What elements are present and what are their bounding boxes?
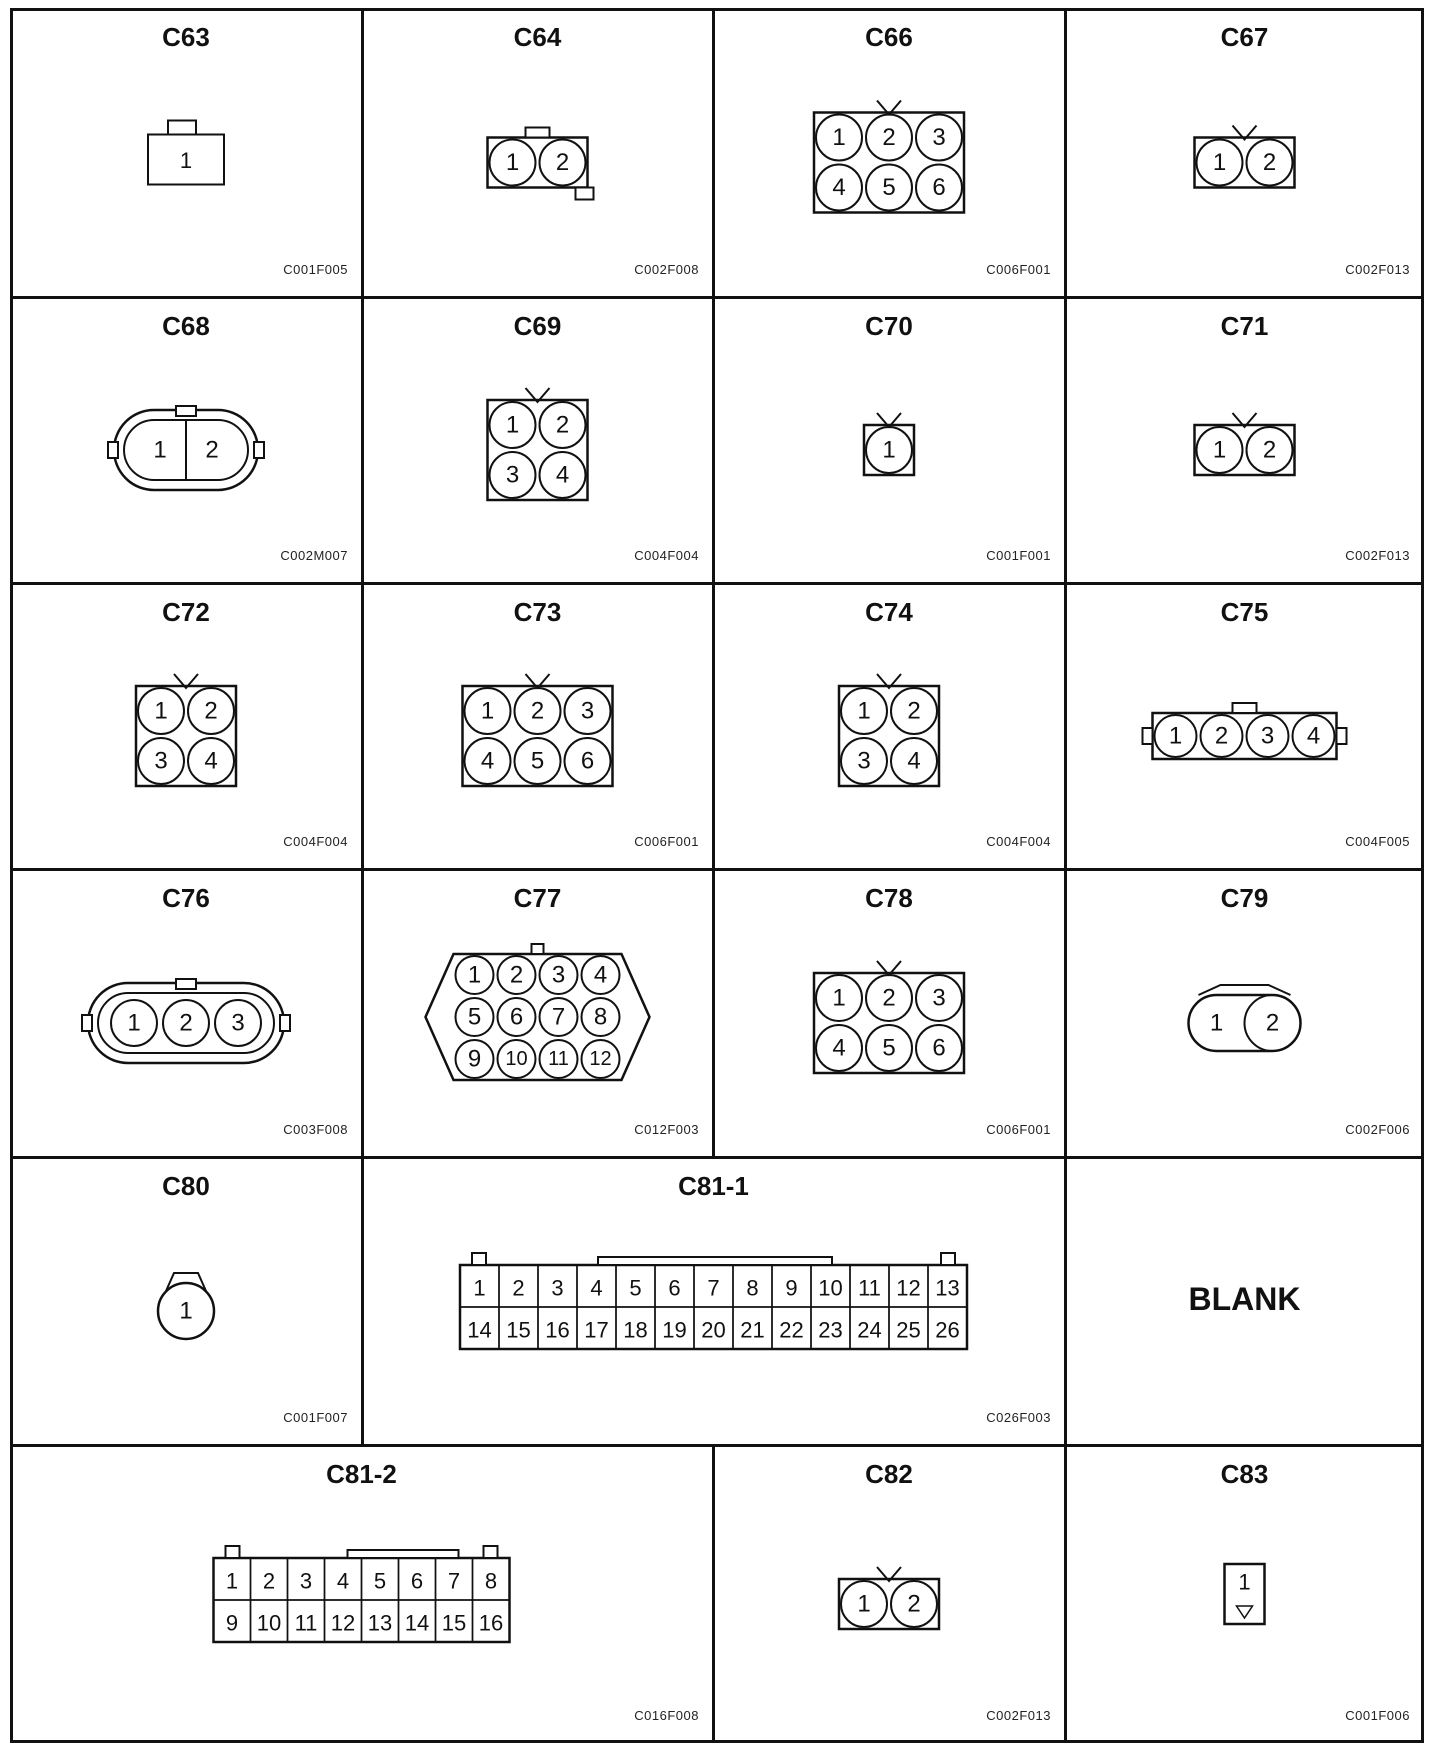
- pin-label: 2: [1262, 436, 1277, 464]
- pin-label: 26: [935, 1317, 960, 1343]
- connector-diagram: [362, 8, 713, 297]
- pin-label: 2: [907, 1590, 921, 1618]
- grid-col-divider: [1064, 869, 1067, 1157]
- pin-label: 1: [153, 436, 167, 464]
- connector-housing: [1195, 138, 1295, 188]
- pin-label: 1: [505, 149, 520, 176]
- pin-label: 4: [832, 174, 846, 201]
- grid-col-divider: [712, 8, 715, 297]
- pin-label: 5: [530, 747, 545, 775]
- figure-code: C001F007: [283, 1410, 348, 1425]
- pin-label: 3: [231, 1009, 245, 1037]
- pin-label: 3: [580, 697, 595, 725]
- figure-code: C001F005: [283, 262, 348, 277]
- pin-label: 1: [473, 1275, 486, 1301]
- connector-housing: [1195, 425, 1295, 475]
- connector-cell-c75: [1065, 583, 1424, 869]
- pin-label: 6: [509, 1003, 524, 1031]
- grid-col-divider: [361, 1157, 364, 1445]
- pin-label: 6: [932, 1034, 946, 1062]
- figure-code: C004F004: [634, 548, 699, 563]
- pin-label: 2: [882, 984, 896, 1012]
- connector-cell-c73: [362, 583, 713, 869]
- connector-title: C75: [1220, 597, 1269, 627]
- figure-code: C002M007: [280, 548, 348, 563]
- connector-title: C82: [865, 1459, 913, 1489]
- grid-col-divider: [712, 583, 715, 869]
- pin-label: 10: [818, 1275, 843, 1301]
- pin-label: 4: [907, 747, 921, 775]
- pin-label: 1: [832, 984, 846, 1012]
- pin-label: 1: [1238, 1569, 1251, 1595]
- pin-label: 2: [205, 436, 219, 464]
- connector-cell-c82: [713, 1445, 1065, 1743]
- pin-label: 2: [204, 697, 218, 725]
- pin-label: 8: [484, 1568, 498, 1594]
- connector-cell-c63: [10, 8, 362, 297]
- figure-code: C012F003: [634, 1122, 699, 1137]
- pin-label: 4: [336, 1568, 350, 1594]
- connector-title: C63: [162, 22, 210, 52]
- connector-diagram: [362, 583, 713, 869]
- grid-col-divider: [1064, 583, 1067, 869]
- pin-label: 9: [785, 1275, 798, 1301]
- connector-title: C70: [865, 311, 913, 341]
- pin-label: 2: [179, 1009, 193, 1037]
- side-tab: [280, 1015, 290, 1031]
- pin-label: 1: [882, 436, 896, 464]
- connector-cell-c64: [362, 8, 713, 297]
- pin-label: 11: [858, 1275, 881, 1301]
- grid-col-divider: [712, 869, 715, 1157]
- connector-title: C76: [162, 883, 210, 913]
- pin-label: 1: [857, 697, 871, 725]
- pin-label: 12: [896, 1275, 921, 1301]
- connector-diagram: [713, 297, 1065, 583]
- figure-code: C002F013: [1345, 548, 1410, 563]
- grid-col-divider: [712, 1445, 715, 1743]
- connector-title: C77: [513, 883, 562, 913]
- grid-col-divider: [1064, 297, 1067, 583]
- pin-label: 16: [545, 1317, 570, 1343]
- pin-label: 14: [404, 1610, 430, 1636]
- pin-label: 13: [367, 1610, 393, 1636]
- latch-tab: [226, 1546, 240, 1558]
- pin-label: 1: [1212, 149, 1227, 176]
- connector-title: C83: [1220, 1459, 1269, 1489]
- connector-diagram: [10, 297, 362, 583]
- figure-code: C002F013: [986, 1708, 1051, 1723]
- side-tab: [1143, 728, 1153, 744]
- pin-label: 1: [832, 124, 846, 151]
- pin-label: 17: [584, 1317, 609, 1343]
- grid-col-divider: [1064, 1445, 1067, 1743]
- pin-label: 10: [505, 1048, 528, 1070]
- connector-diagram: [713, 1445, 1065, 1743]
- pin-label: 6: [668, 1275, 681, 1301]
- pin-label: 2: [555, 149, 570, 176]
- connector-diagram: [362, 1157, 1065, 1445]
- latch-tab: [576, 188, 594, 200]
- connector-title: C81-1: [678, 1171, 749, 1201]
- connector-cell-c83: [1065, 1445, 1424, 1743]
- connector-housing: [839, 1579, 939, 1629]
- pin-label: 2: [1262, 149, 1277, 176]
- connector-diagram: [713, 869, 1065, 1157]
- pin-label: 1: [467, 961, 482, 989]
- latch-tab: [176, 979, 196, 989]
- connector-diagram: [362, 297, 713, 583]
- latch-tab: [1233, 703, 1257, 713]
- connector-cell-c67: [1065, 8, 1424, 297]
- figure-code: C026F003: [986, 1410, 1051, 1425]
- pin-label: 2: [530, 697, 545, 725]
- figure-code: C006F001: [986, 262, 1051, 277]
- connector-title: C74: [865, 597, 913, 627]
- pin-label: 4: [593, 961, 608, 989]
- pin-label: 12: [589, 1048, 612, 1070]
- pin-label: 1: [127, 1009, 141, 1037]
- figure-code: C002F006: [1345, 1122, 1410, 1137]
- figure-code: C004F004: [283, 834, 348, 849]
- pin-label: 12: [330, 1610, 356, 1636]
- pin-label: 11: [548, 1048, 569, 1070]
- pin-label: 8: [593, 1003, 608, 1031]
- pin-label: 3: [932, 984, 946, 1012]
- pin-label: 18: [623, 1317, 648, 1343]
- connector-cell-c69: [362, 297, 713, 583]
- connector-diagram: [713, 8, 1065, 297]
- connector-cell-c71: [1065, 297, 1424, 583]
- grid-col-divider: [1064, 8, 1067, 297]
- latch-tab: [472, 1253, 486, 1265]
- figure-code: C001F006: [1345, 1708, 1410, 1723]
- pin-label: 15: [506, 1317, 531, 1343]
- connector-grid: [10, 8, 1424, 1743]
- connector-cell-c80: [10, 1157, 362, 1445]
- pin-label: 1: [857, 1590, 871, 1618]
- pin-label: 4: [480, 747, 495, 775]
- pin-label: 2: [907, 697, 921, 725]
- connector-cell-c78: [713, 869, 1065, 1157]
- blank-label: BLANK: [1188, 1281, 1301, 1317]
- pin-label: 7: [447, 1568, 461, 1594]
- latch-tab: [532, 944, 544, 954]
- latch-tab: [526, 128, 550, 138]
- connector-diagram: [10, 1445, 713, 1743]
- connector-title: C66: [865, 22, 913, 52]
- pin-label: 6: [580, 747, 595, 775]
- side-tab: [1337, 728, 1347, 744]
- figure-code: C002F013: [1345, 262, 1410, 277]
- connector-cell-c72: [10, 583, 362, 869]
- pin-label: 19: [662, 1317, 687, 1343]
- connector-diagram: [713, 583, 1065, 869]
- grid-col-divider: [361, 583, 364, 869]
- grid-col-divider: [712, 297, 715, 583]
- connector-housing: [426, 954, 650, 1080]
- connector-diagram: [10, 1157, 362, 1445]
- connector-diagram: [10, 8, 362, 297]
- pin-label: 10: [256, 1610, 282, 1636]
- figure-code: C016F008: [634, 1708, 699, 1723]
- pin-label: 1: [1209, 1009, 1224, 1037]
- pin-label: 2: [512, 1275, 525, 1301]
- connector-title: C64: [513, 22, 562, 52]
- pin-label: 23: [818, 1317, 843, 1343]
- connector-title: C67: [1220, 22, 1269, 52]
- latch-tab: [484, 1546, 498, 1558]
- connector-title: C68: [162, 311, 210, 341]
- figure-code: C002F008: [634, 262, 699, 277]
- connector-diagram: [1065, 869, 1424, 1157]
- pin-label: 2: [509, 961, 524, 989]
- connector-cell-c79: [1065, 869, 1424, 1157]
- key-ridge: [1199, 985, 1291, 995]
- figure-code: C001F001: [986, 548, 1051, 563]
- pin-label: 1: [1168, 722, 1183, 750]
- pin-label: 4: [832, 1034, 846, 1062]
- pin-label: 3: [154, 747, 168, 775]
- pin-label: 5: [629, 1275, 642, 1301]
- grid-col-divider: [361, 297, 364, 583]
- pin-label: 3: [857, 747, 871, 775]
- figure-code: C004F004: [986, 834, 1051, 849]
- connector-cell-c77: [362, 869, 713, 1157]
- connector-diagram: [10, 869, 362, 1157]
- connector-diagram: [1065, 1445, 1424, 1743]
- pin-label: 15: [441, 1610, 467, 1636]
- pin-label: 1: [154, 697, 168, 725]
- pin-label: 8: [746, 1275, 759, 1301]
- pin-label: 2: [882, 124, 896, 151]
- figure-code: C006F001: [634, 834, 699, 849]
- key-rail: [348, 1550, 459, 1558]
- latch-tab: [176, 406, 196, 416]
- connector-title: C80: [162, 1171, 210, 1201]
- connector-cell-c74: [713, 583, 1065, 869]
- latch-tab: [168, 121, 196, 135]
- pin-label: 11: [294, 1610, 318, 1636]
- connector-title: C79: [1220, 883, 1269, 913]
- pin-label: 20: [701, 1317, 726, 1343]
- connector-diagram: [1065, 297, 1424, 583]
- pin-label: 3: [551, 961, 566, 989]
- connector-housing: [488, 400, 588, 500]
- pin-label: 6: [932, 174, 946, 201]
- pin-label: 3: [551, 1275, 564, 1301]
- pin-label: 14: [467, 1317, 492, 1343]
- pin-label: 9: [467, 1045, 482, 1073]
- side-tab: [108, 442, 118, 458]
- pin-label: 2: [1214, 722, 1229, 750]
- pin-label: 24: [857, 1317, 882, 1343]
- pin-label: 2: [555, 411, 570, 439]
- pin-label: 25: [896, 1317, 921, 1343]
- connector-diagram: [1065, 583, 1424, 869]
- pin-label: 21: [740, 1317, 765, 1343]
- key-rail: [598, 1257, 832, 1265]
- pin-label: 6: [410, 1568, 424, 1594]
- connector-cell-c81-2: [10, 1445, 713, 1743]
- pin-label: 1: [179, 1297, 193, 1325]
- connector-title: C81-2: [326, 1459, 397, 1489]
- grid-col-divider: [361, 869, 364, 1157]
- pin-label: 3: [932, 124, 946, 151]
- grid-col-divider: [1064, 1157, 1067, 1445]
- pin-label: 2: [1265, 1009, 1280, 1037]
- connector-cell-c66: [713, 8, 1065, 297]
- connector-diagram: [10, 583, 362, 869]
- pin-label: 3: [505, 461, 520, 489]
- pin-label: 4: [555, 461, 570, 489]
- blank-cell: [1065, 1157, 1424, 1445]
- connector-cell-c70: [713, 297, 1065, 583]
- connector-cell-c68: [10, 297, 362, 583]
- connector-title: C71: [1220, 311, 1269, 341]
- pin-label: 16: [478, 1610, 504, 1636]
- figure-code: C004F005: [1345, 834, 1410, 849]
- connector-housing: [488, 138, 588, 188]
- connector-housing: [839, 686, 939, 786]
- pin-label: 7: [551, 1003, 566, 1031]
- connector-diagram: [362, 869, 713, 1157]
- connector-diagram: [1065, 8, 1424, 297]
- side-tab: [254, 442, 264, 458]
- pin-label: 22: [779, 1317, 804, 1343]
- connector-title: C69: [513, 311, 562, 341]
- pin-label: 13: [935, 1275, 960, 1301]
- pin-label: 5: [882, 1034, 896, 1062]
- side-tab: [82, 1015, 92, 1031]
- pin-label: 3: [1260, 722, 1275, 750]
- connector-housing: [136, 686, 236, 786]
- grid-col-divider: [361, 8, 364, 297]
- pin-label: 7: [707, 1275, 720, 1301]
- pin-label: 4: [204, 747, 218, 775]
- pin-label: 9: [225, 1610, 239, 1636]
- connector-title: C72: [162, 597, 210, 627]
- pin-label: 5: [882, 174, 896, 201]
- pin-label: 4: [590, 1275, 603, 1301]
- connector-cell-c76: [10, 869, 362, 1157]
- figure-code: C003F008: [283, 1122, 348, 1137]
- pin-label: 5: [467, 1003, 482, 1031]
- pin-label: 1: [1212, 436, 1227, 464]
- pin-label: 1: [225, 1568, 239, 1594]
- connector-cell-c81-1: [362, 1157, 1065, 1445]
- pin-label: 3: [299, 1568, 313, 1594]
- figure-code: C006F001: [986, 1122, 1051, 1137]
- connector-title: C78: [865, 883, 913, 913]
- pin-label: 5: [373, 1568, 387, 1594]
- pin-label: 4: [1306, 722, 1321, 750]
- pin-label: 1: [505, 411, 520, 439]
- pin-label: 1: [480, 697, 495, 725]
- connector-title: C73: [513, 597, 562, 627]
- latch-tab: [941, 1253, 955, 1265]
- pin-label: 1: [179, 148, 193, 173]
- pin-label: 2: [262, 1568, 276, 1594]
